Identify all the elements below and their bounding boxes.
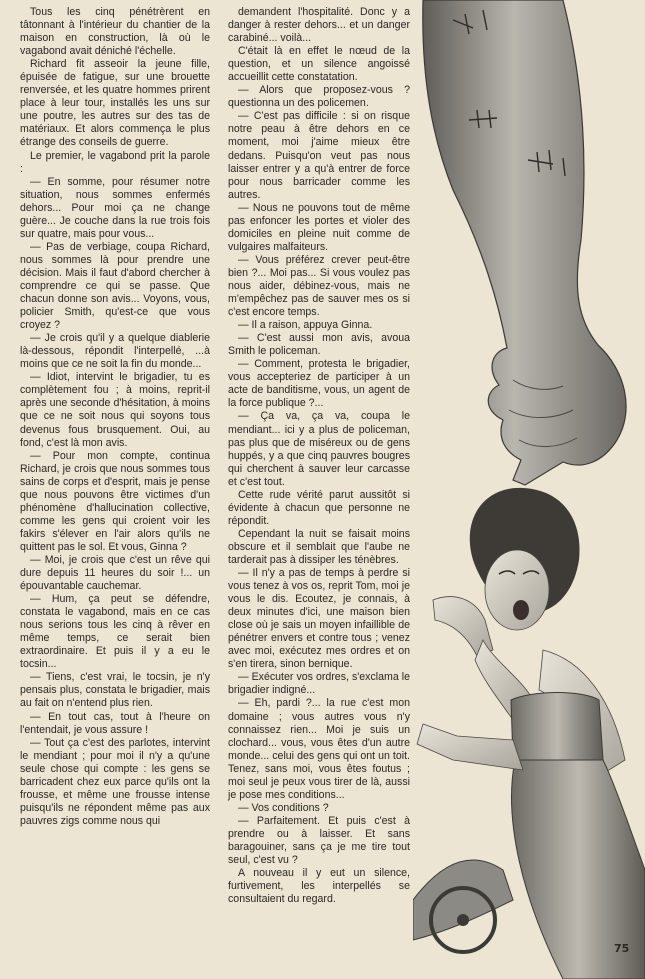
wheelbarrow [413, 860, 513, 952]
right-column-paragraph: C'était là en effet le nœud de la question, et un silence angoissé accueillit cette constatation. [228, 45, 410, 84]
illustration [413, 0, 645, 979]
left-column-paragraph: — En tout cas, tout à l'heure on l'entendait, je vous assure ! [20, 710, 210, 736]
right-column-paragraph: — Comment, protesta le brigadier, vous accepteriez de participer à un acte de banditisme, vous, un agent de la force publique ?... [228, 358, 410, 410]
left-column-paragraph: Tous les cinq pénétrèrent en tâtonnant à l'intérieur du chantier de la maison en construction, là où le vagabond avait déniché l'échelle. [20, 6, 210, 58]
right-column-paragraph: — Nous ne pouvons tout de même pas enfoncer les portes et violer des domiciles en pleine nuit comme de vulgaires malfaiteurs. [228, 201, 410, 253]
right-column-paragraph: — Vous préférez crever peut-être bien ?... Moi pas... Si vous voulez pas nous aider, débinez-vous, mais ne m'empêchez pas de sauver mes os si c'est encore temps. [228, 253, 410, 319]
left-column-paragraph: — Hum, ça peut se défendre, constata le vagabond, mais en ce cas nous serions tous les cinq à rêver en même temps, ce serait bien extraordinaire. Et puis il y a eu le tocsin... [20, 593, 210, 671]
monster-arm [423, 0, 626, 485]
right-column-paragraph: — Exécuter vos ordres, s'exclama le brigadier indigné... [228, 671, 410, 697]
left-column-paragraph: — Tout ça c'est des parlotes, intervint le mendiant ; pour moi il n'y a qu'une seule chose qui compte : les gens se barricadent chez eux parce qu'ils ont la frousse, et même une frousse intense puisqu'ils ne répondent même pas aux pauvres zigs comme nous qui [20, 736, 210, 827]
right-column-paragraph: — Il a raison, appuya Ginna. [238, 319, 373, 332]
right-column-paragraph: — Vos conditions ? [238, 801, 329, 814]
right-column-paragraph: — Il n'y a pas de temps à perdre si vous tenez à vos os, reprit Tom, moi je vous le dis. Ecoutez, je connais, à deux minutes d'ici, une maison bien close où je sais un moyen infaillible de pénétrer envers et contre tous ; venez avec moi, exécutez mes ordres et on s'en tirera, sinon bernique. [228, 567, 410, 671]
right-column-paragraph: — Alors que proposez-vous ? questionna un des policemen. [228, 84, 410, 110]
text-column-right [228, 6, 410, 906]
right-column-paragraph: — C'est pas difficile : si on risque notre peau à être dehors en ce moment, moi j'aime mieux être dedans. Puisqu'on veut pas nous laisser entrer y a qu'à entrer de force pour nous barricader comme les autres. [228, 110, 410, 201]
right-column-paragraph: Cependant la nuit se faisait moins obscure et il semblait que l'aube ne tarderait pas à dissiper les ténèbres. [228, 527, 410, 566]
left-column-paragraph: — Pas de verbiage, coupa Richard, nous sommes là pour prendre une décision. Mais il faut d'abord chercher à comprendre ce qui se passe. Que chacun donne son avis... Voyons, vous, policier Smith, qu'est-ce que vous croyez ? [20, 240, 210, 332]
left-column-paragraph: Richard fit asseoir la jeune fille, épuisée de fatigue, sur une brouette renversée, et les quatre hommes prirent place à leur tour, installés les uns sur une poutre, les autres sur des tas de matériaux. Et alors commença le plus étrange des conseils de guerre. [20, 58, 210, 149]
right-column-paragraph: A nouveau il y eut un silence, furtivement, les interpellés se consultaient du regard. [228, 867, 410, 906]
left-column-paragraph: — Moi, je crois que c'est un rêve qui dure depuis 11 heures du soir !... un épouvantable cauchemar. [20, 553, 210, 593]
right-column-paragraph: — Ça va, ça va, coupa le mendiant... ici y a plus de policeman, pas plus que de miséreux ou de gens huppés, y a que cinq pauvres bougres qui cherchent à sauver leur carcasse et c'est tout. [228, 410, 410, 488]
left-column-paragraph: — Idiot, intervint le brigadier, tu es complètement fou ; à moins, reprit-il après une seconde d'hésitation, à moins que ce ne soit nous qui soyons tous devenus fous brusquement. Oui, au fond, c'est là mon avis. [20, 371, 210, 449]
right-column-paragraph: — Parfaitement. Et puis c'est à prendre ou à laisser. Et sans baragouiner, sans ça je me tire tout seul, c'est vu ? [228, 814, 410, 867]
right-column-paragraph: — C'est aussi mon avis, avoua Smith le policeman. [228, 332, 410, 358]
page-number: 75 [614, 942, 630, 955]
right-column-paragraph: Cette rude vérité parut aussitôt si évidente à chacun que personne ne répondit. [228, 488, 410, 527]
left-column-paragraph: — Pour mon compte, continua Richard, je crois que nous sommes tous sains de corps et d'esprit, mais je pense que nous pouvons être victimes d'un phénomène d'hallucination collective, comme les gens qui croient voir les fakirs s'élever en l'air alors qu'ils ne quittent pas le sol. Et vous, Ginna ? [20, 449, 210, 553]
left-column-paragraph: — En somme, pour résumer notre situation, nous sommes enfermés dehors... Pour moi ça ne change guère... Je couche dans la rue trois fois sur quatre, mais pour vous... [20, 175, 210, 240]
right-column-paragraph: demandent l'hospitalité. Donc y a danger à rester dehors... et un danger carabiné... voilà... [228, 6, 410, 45]
left-column-paragraph: — Tiens, c'est vrai, le tocsin, je n'y pensais plus, constata le brigadier, mais au fait on n'entend plus rien. [20, 671, 210, 710]
left-column-paragraph: Le premier, le vagabond prit la parole : [20, 149, 210, 175]
right-column-paragraph: — Eh, pardi ?... la rue c'est mon domaine ; vous autres vous n'y connaissez rien... Moi je suis un clochard... vous, vous êtes d'un autre monde... celui des gens qui ont un toit. Tenez, sans moi, vous êtes foutus ; moi seul je peux vous tirer de là, aussi je pose mes conditions... [228, 697, 410, 801]
left-column-paragraph: — Je crois qu'il y a quelque diablerie là-dessous, répondit l'interpellé, ...à moins que ce ne soit la fin du monde... [20, 332, 210, 371]
text-column-left [20, 6, 210, 828]
